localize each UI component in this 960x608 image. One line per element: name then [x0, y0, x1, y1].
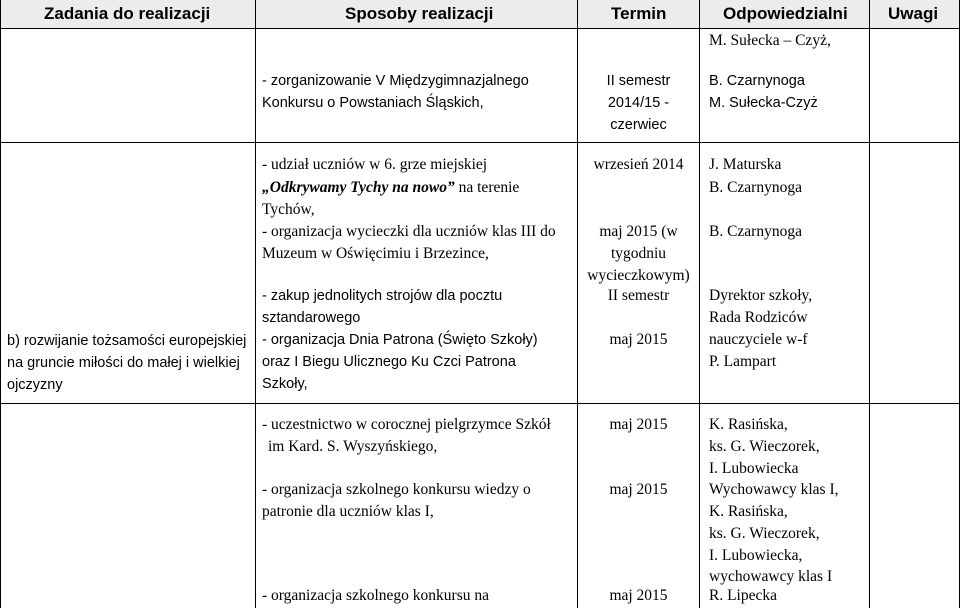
task-line: na gruncie miłości do małej i wielkiej — [7, 355, 240, 371]
responsible-line: K. Rasińska, — [709, 503, 788, 520]
term-line: II semestr — [607, 287, 670, 304]
responsible-line: ks. G. Wieczorek, — [709, 438, 820, 455]
responsible-line: B. Czarnynoga — [709, 223, 802, 240]
term-line: maj 2015 (w — [599, 223, 678, 240]
header-responsible: Odpowiedzialni — [723, 4, 848, 23]
responsible-line: Wychowawcy klas I, — [709, 481, 839, 498]
term-line: maj 2015 — [609, 587, 668, 604]
method-line — [262, 177, 519, 199]
row-divider — [0, 142, 960, 143]
method-line: im Kard. S. Wyszyńskiego, — [268, 438, 438, 455]
term-line: maj 2015 — [609, 331, 668, 348]
responsible-line: Dyrektor szkoły, — [709, 287, 813, 304]
method-line: patronie dla uczniów klas I, — [262, 503, 434, 520]
responsible-line: K. Rasińska, — [709, 416, 788, 433]
term-line: czerwiec — [610, 117, 667, 133]
method-line: Tychów, — [262, 201, 315, 218]
task-line: b) rozwijanie tożsamości europejskiej — [7, 333, 247, 349]
method-line: - organizacja wycieczki dla uczniów klas III do — [262, 223, 556, 240]
responsible-cell: M. Sułecka – Czyż, — [709, 32, 831, 49]
term-line: 2014/15 - — [607, 95, 670, 111]
term-line: tygodniu — [610, 245, 667, 262]
responsible-line: ks. G. Wieczorek, — [709, 525, 820, 542]
responsible-line: M. Sułecka-Czyż — [709, 95, 818, 111]
responsible-line: J. Maturska — [709, 156, 782, 173]
method-line: - organizacja szkolnego konkursu na — [262, 587, 489, 604]
term-line: wrzesień 2014 — [593, 156, 684, 173]
grid-line — [699, 0, 700, 608]
method-line: - zakup jednolitych strojów dla pocztu — [262, 288, 503, 304]
grid-line — [0, 0, 1, 608]
header-methods: Sposoby realizacji — [345, 4, 494, 23]
method-line: - uczestnictwo w corocznej pielgrzymce Szkół — [262, 416, 551, 433]
responsible-line: I. Lubowiecka — [709, 460, 799, 477]
term-line: wycieczkowym) — [587, 267, 690, 284]
method-line: Muzeum w Oświęcimiu i Brzezince, — [262, 245, 489, 262]
table-header — [0, 0, 960, 29]
responsible-line: I. Lubowiecka, — [709, 547, 803, 564]
term-line: maj 2015 — [609, 481, 668, 498]
responsible-line: P. Lampart — [709, 353, 777, 370]
method-line: - zorganizowanie V Międzygimnazjalnego — [262, 73, 529, 89]
responsible-line: B. Czarnynoga — [709, 179, 802, 196]
header-tasks: Zadania do realizacji — [44, 4, 211, 23]
row-divider — [0, 403, 960, 404]
header-remarks: Uwagi — [888, 4, 939, 23]
responsible-line: nauczyciele w-f — [709, 331, 808, 348]
method-line: - organizacja Dnia Patrona (Święto Szkoły) — [262, 332, 538, 348]
method-line: oraz I Biegu Ulicznego Ku Czci Patrona — [262, 354, 516, 370]
responsible-line: R. Lipecka — [709, 587, 778, 604]
method-line: - organizacja szkolnego konkursu wiedzy o — [262, 481, 531, 498]
grid-line — [869, 0, 870, 608]
game-title: „Odkrywamy Tychy na nowo” — [262, 179, 455, 196]
term-line: maj 2015 — [609, 416, 668, 433]
responsible-line: wychowawcy klas I — [709, 568, 833, 585]
term-line: II semestr — [606, 73, 671, 89]
header-term: Termin — [611, 4, 667, 23]
method-line: sztandarowego — [262, 310, 361, 326]
task-line: ojczyzny — [7, 377, 63, 393]
grid-line — [255, 0, 256, 608]
responsible-line: B. Czarnynoga — [709, 73, 805, 89]
method-line: Konkursu o Powstaniach Śląskich, — [262, 95, 484, 111]
method-line: Szkoły, — [262, 376, 308, 392]
method-line: - udział uczniów w 6. grze miejskiej — [262, 156, 488, 173]
method-line-rest: na terenie — [454, 179, 520, 196]
responsible-line: Rada Rodziców — [709, 309, 808, 326]
